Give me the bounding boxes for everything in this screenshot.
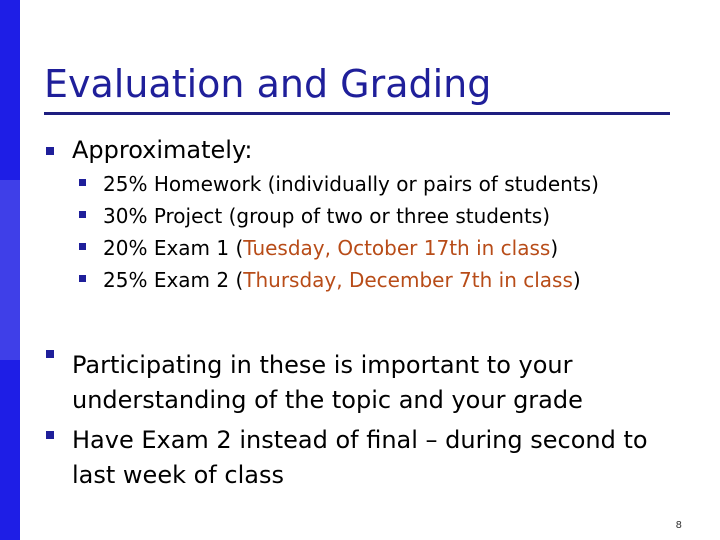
square-bullet-icon — [46, 431, 54, 439]
grade-description: Homework (individually or pairs of students) — [153, 172, 599, 196]
square-bullet-icon — [79, 211, 86, 218]
accent-bar-segment-top — [0, 0, 20, 180]
grade-description-close: ) — [550, 236, 559, 260]
square-bullet-icon — [79, 179, 86, 186]
grade-item — [103, 234, 558, 263]
grade-description: Exam 1 ( — [153, 236, 244, 260]
point-line: Have Exam 2 instead of final – during second to — [72, 426, 648, 454]
grade-description: Exam 2 ( — [153, 268, 244, 292]
exam-date-highlight: Thursday, December 7th in class — [243, 268, 573, 292]
square-bullet-icon — [46, 147, 54, 155]
square-bullet-icon — [79, 275, 86, 282]
title-underline — [44, 112, 670, 115]
accent-bar-segment-bottom — [0, 360, 20, 540]
accent-bar-segment-middle — [0, 180, 20, 360]
slide-title: Evaluation and Grading — [44, 62, 492, 106]
grade-item — [103, 266, 581, 295]
slide-number: 8 — [675, 520, 682, 531]
point-line: last week of class — [72, 461, 284, 489]
exam-date-highlight: Tuesday, October 17th in class — [243, 236, 551, 260]
square-bullet-icon — [46, 350, 54, 358]
grade-percent: 20% — [103, 236, 148, 260]
grade-item — [103, 170, 599, 199]
grade-item — [103, 202, 550, 231]
grade-percent: 25% — [103, 268, 148, 292]
grade-percent: 30% — [103, 204, 148, 228]
grade-description: Project (group of two or three students) — [153, 204, 551, 228]
grade-description-close: ) — [572, 268, 581, 292]
point-line: Participating in these is important to your — [72, 351, 573, 379]
point-line: understanding of the topic and your grade — [72, 386, 583, 414]
grade-percent: 25% — [103, 172, 148, 196]
left-accent-bar — [0, 0, 20, 540]
square-bullet-icon — [79, 243, 86, 250]
intro-text: Approximately: — [72, 136, 253, 164]
